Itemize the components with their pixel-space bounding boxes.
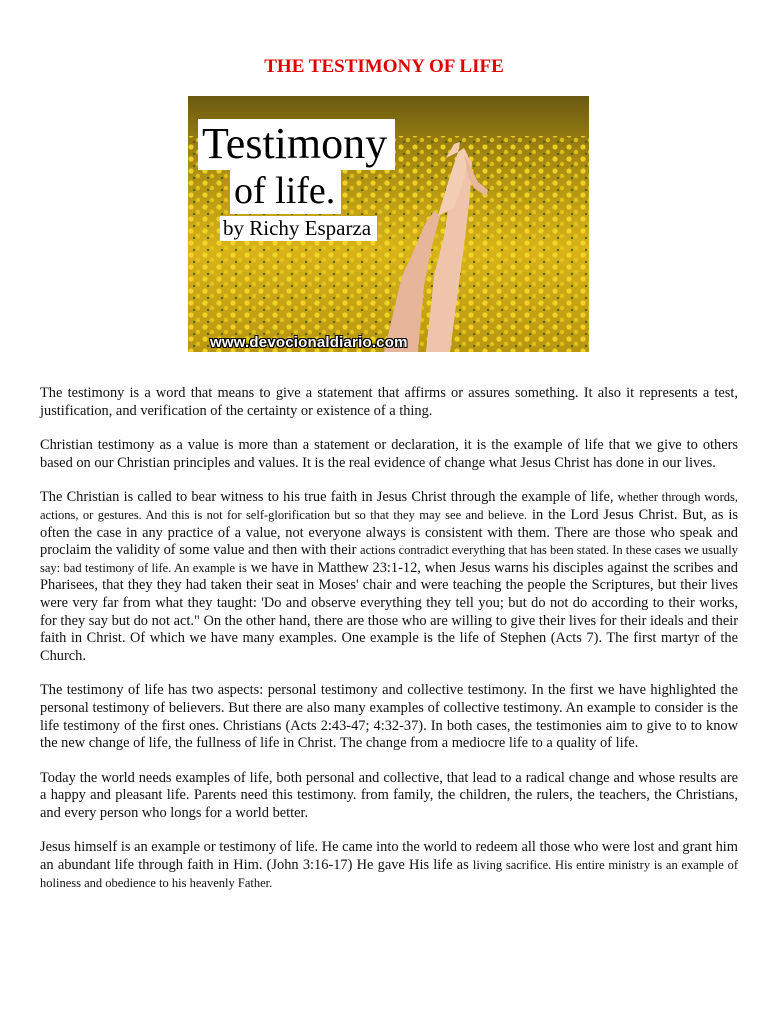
paragraph-3-part-e: we have in Matthew 23:1-12, when Jesus warns his disciples against the scribes and Pharisees, that they they had taken their seat in Moses' chair and were teaching the people the Scriptures, but their lives were very far from what they taught: 'Do and observe everything they tell you; but do not do according to their works, for they say but do not act." On the other hand, there are those who are willing to give their lives for their ideals and their: [40, 559, 738, 629]
paragraph-3-part-c: in the Lord Jesus Christ. But, as is often the case in any practice of a value, not everyone always is consistent with them. There are those who speak and proclaim the validity of some value and then with their: [40, 506, 738, 559]
document-title: THE TESTIMONY OF LIFE: [264, 56, 504, 77]
paragraph-6-part-a: Jesus himself is an example or testimony of life. He came into the world to redeem all those who were lost and grant him an abundant life through faith in Him. (John 3:16-17) He gave His life as: [40, 839, 738, 874]
hero-byline: by Richy Esparza: [220, 216, 377, 241]
paragraph-3-part-d: actions contradict everything that has been stated. In these cases we usually say: bad testimony of life. An example is: [40, 543, 739, 575]
paragraph-6-part-b: living sacrifice. His entire ministry is an example of holiness and obedience to his heavenly Father.: [40, 858, 738, 890]
paragraph-6: [40, 839, 738, 892]
paragraph-3-part-a: The Christian is called to bear witness to his true faith in Jesus Christ through the example of life,: [40, 489, 614, 506]
hero-watermark-url: www.devocionaldiario.com: [210, 334, 408, 351]
paragraph-3-part-b: whether through words, actions, or gestures. And this is not for self-glorification but so that they may see and believe.: [40, 490, 738, 522]
article-body: [40, 385, 738, 909]
hero-image: [188, 96, 589, 352]
paragraph-3: [40, 489, 738, 665]
paragraph-3-part-f: faith in Christ. Of which we have many examples. One example is the life of Stephen (Acts 7). The first martyr of the Church.: [40, 630, 738, 664]
hero-title-line1: Testimony: [198, 119, 395, 170]
hero-title-line2: of life.: [230, 170, 341, 214]
paragraph-1: The testimony is a word that means to give a statement that affirms or assures something. It also it represents a test, justification, and verification of the certainty or existence of a thing.: [40, 385, 738, 419]
paragraph-4: The testimony of life has two aspects: personal testimony and collective testimony. In the first we have highlighted the personal testimony of believers. But there are also many examples of collective testimony. An example to consider is the life testimony of the first ones. Christians (Acts 2:43-47; 4:32-37). In both cases, the testimonies aim to give to to know the new change of life, the fullness of life in Christ. The change from a mediocre life to a quality of life.: [40, 682, 738, 752]
paragraph-2: Christian testimony as a value is more than a statement or declaration, it is the example of life that we give to others based on our Christian principles and values. It is the real evidence of change what Jesus Christ has done in our lives.: [40, 437, 738, 471]
paragraph-5: Today the world needs examples of life, both personal and collective, that lead to a radical change and whose results are a happy and pleasant life. Parents need this testimony. from family, the children, the rulers, the teachers, the Christians, and every person who longs for a world better.: [40, 769, 738, 821]
